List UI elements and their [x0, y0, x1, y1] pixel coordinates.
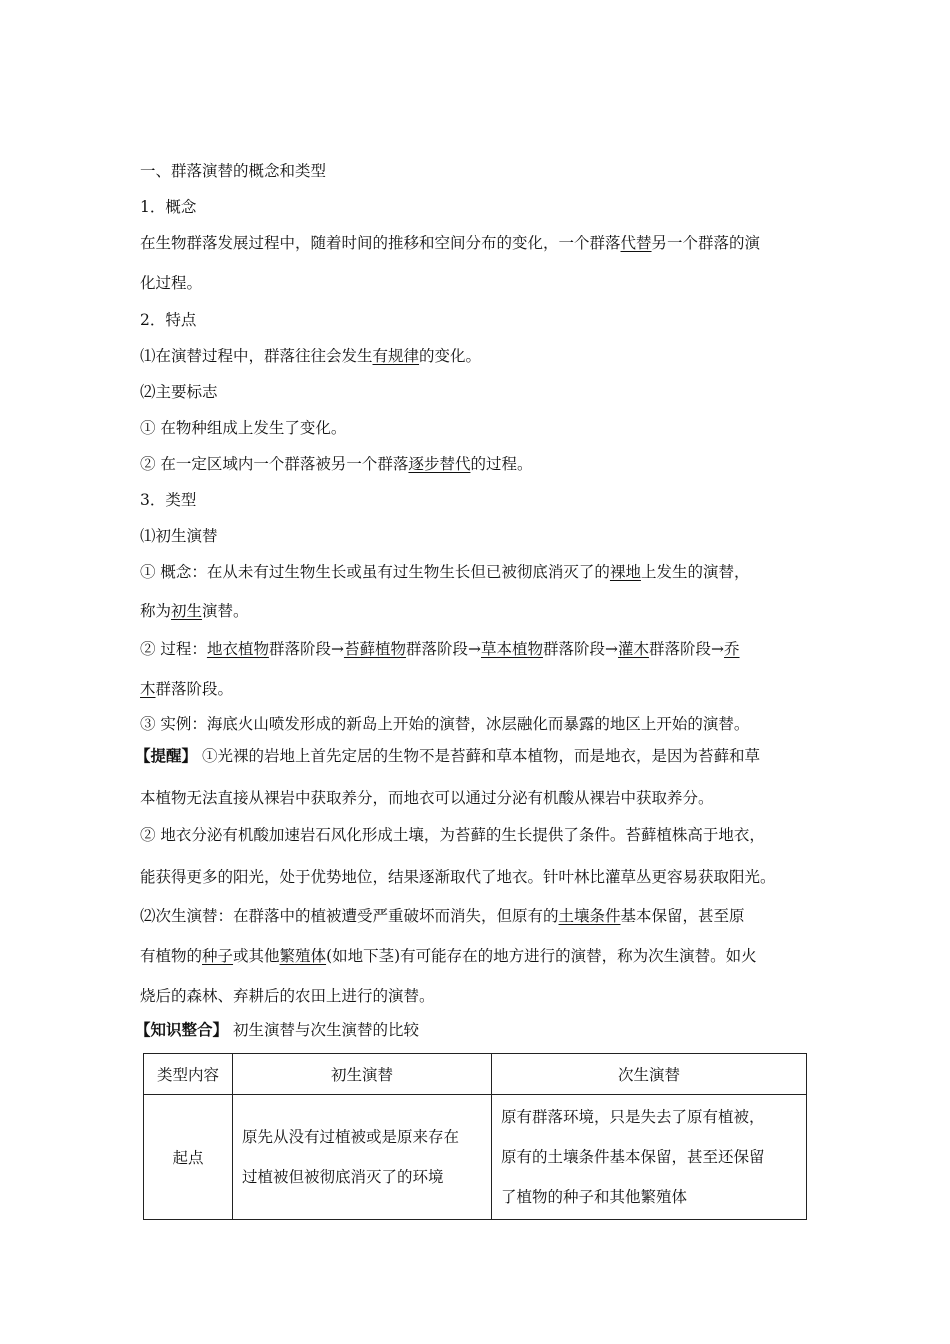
table-header-cell: 次生演替: [492, 1054, 807, 1095]
primary-concept-2: 称为初生演替。: [140, 602, 249, 620]
secondary-line-3: 烧后的森林、弃耕后的农田上进行的演替。: [140, 987, 435, 1005]
cell-line: 原先从没有过植被或是原来存在: [242, 1128, 460, 1146]
reminder-line-1: 【提醒】 ①光裸的岩地上首先定居的生物不是苔藓和草本植物，而是地衣，是因为苔藓和草: [135, 746, 760, 765]
cell-line: 原有群落环境，只是失去了原有植被，: [501, 1108, 765, 1126]
feature-1: ⑴在演替过程中，群落往往会发生有规律的变化。: [140, 347, 482, 365]
section-title: 一、群落演替的概念和类型: [140, 162, 327, 180]
concept-line-1: 在生物群落发展过程中，随着时间的推移和空间分布的变化，一个群落代替另一个群落的演: [140, 234, 761, 252]
integration-heading: 【知识整合】 初生演替与次生演替的比较: [135, 1020, 419, 1039]
features-heading: 2．特点: [140, 311, 197, 329]
types-heading: 3．类型: [140, 491, 197, 509]
concept-line-2: 化过程。: [140, 274, 203, 292]
cell-line: 过植被但被彻底消灭了的环境: [242, 1168, 444, 1186]
table-row: [144, 1095, 807, 1220]
table-cell: 起点: [144, 1095, 233, 1220]
primary-process-1: ② 过程：地衣植物群落阶段→苔藓植物群落阶段→草本植物群落阶段→灌木群落阶段→乔: [140, 640, 740, 658]
secondary-line-2: 有植物的种子或其他繁殖体(如地下茎)有可能存在的地方进行的演替，称为次生演替。如火: [140, 947, 757, 965]
table-header-cell: 初生演替: [233, 1054, 492, 1095]
reminder-line-4: 能获得更多的阳光，处于优势地位，结果逐渐取代了地衣。针叶林比灌草丛更容易获取阳光。: [140, 868, 776, 886]
table-header-cell: 类型内容: [144, 1054, 233, 1095]
primary-heading: ⑴初生演替: [140, 527, 218, 545]
table-cell: [233, 1095, 492, 1220]
table-cell: [492, 1095, 807, 1220]
feature-2-1: ① 在物种组成上发生了变化。: [140, 419, 347, 437]
secondary-line-1: ⑵次生演替：在群落中的植被遭受严重破坏而消失，但原有的土壤条件基本保留，甚至原: [140, 907, 745, 925]
cell-line: 原有的土壤条件基本保留，甚至还保留: [501, 1148, 765, 1166]
primary-example: ③ 实例：海底火山喷发形成的新岛上开始的演替，冰层融化而暴露的地区上开始的演替。: [140, 715, 750, 733]
concept-heading: 1．概念: [140, 198, 197, 216]
reminder-line-2: 本植物无法直接从裸岩中获取养分，而地衣可以通过分泌有机酸从裸岩中获取养分。: [140, 789, 714, 807]
table-header-row: [144, 1054, 807, 1095]
primary-process-2: 木群落阶段。: [140, 680, 234, 698]
cell-line: 了植物的种子和其他繁殖体: [501, 1188, 688, 1206]
comparison-table: [143, 1053, 807, 1220]
feature-2: ⑵主要标志: [140, 383, 218, 401]
reminder-line-3: ② 地衣分泌有机酸加速岩石风化形成土壤，为苔藓的生长提供了条件。苔藓植株高于地衣，: [140, 826, 765, 844]
primary-concept-1: ① 概念：在从未有过生物生长或虽有过生物生长但已被彻底消灭了的裸地上发生的演替，: [140, 563, 750, 581]
feature-2-2: ② 在一定区域内一个群落被另一个群落逐步替代的过程。: [140, 455, 533, 473]
